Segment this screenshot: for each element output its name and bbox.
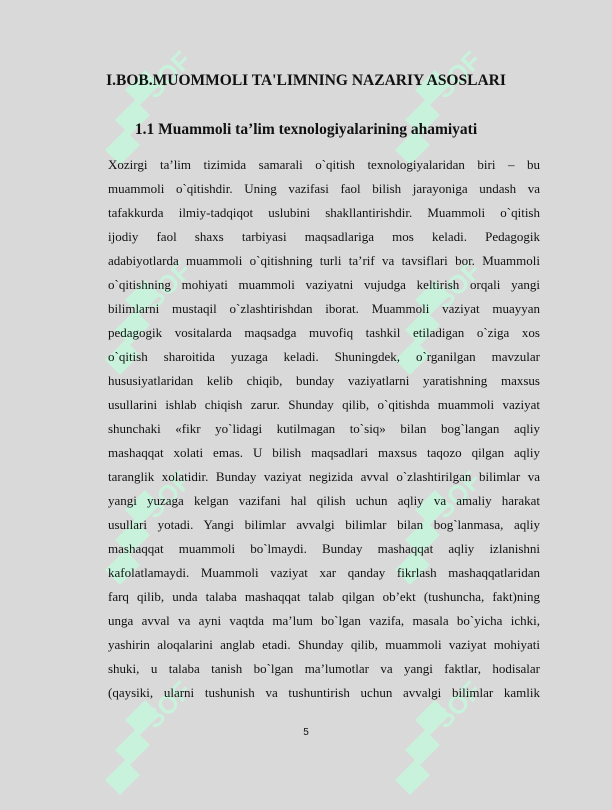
text-line: yangi yuzaga kelgan vazifani hal qilish uchun aqliy va amaliy harakat (108, 493, 540, 508)
text-line: shuki, u talaba tanish bo`lgan ma’lumotlar va yangi faktlar, hodisalar (108, 661, 540, 676)
text-line: tafakkurda ilmiy-tadqiqot uslubini shakllantirishdir. Muammoli o`qitish (108, 205, 540, 220)
text-line: bilimlarni mustaqil o`zlashtirishdan iborat. Muammoli vaziyat muayyan (108, 301, 540, 316)
text-line: muammoli o`qitishdir. Uning vazifasi faol bilish jarayoniga undash va (108, 181, 540, 196)
text-line: taranglik xolatidir. Bunday vaziyat negizida avval o`zlashtirilgan bilimlar va (108, 469, 540, 484)
svg-text:SOF: SOF (428, 465, 488, 525)
page-number: 5 (303, 727, 309, 738)
text-line: kafolatlamaydi. Muammoli vaziyat xar qanday fikrlash mashaqqatlaridan (108, 565, 540, 580)
text-line: mashaqqat muammoli bo`lmaydi. Bunday mashaqqat aqliy izlanishni (108, 541, 540, 556)
svg-text:SOF: SOF (138, 45, 198, 105)
text-line: (qaysiki, ularni tushunish va tushuntirish uchun avvalgi bilimlar kamlik (108, 685, 540, 700)
text-line: ijodiy faol shaxs tarbiyasi maqsadlariga mos keladi. Pedagogik (108, 229, 540, 244)
text-line: o`qitishning mohiyati muammoli vaziyatni vujudga keltirish orqali yangi (108, 277, 540, 292)
text-line: mashaqqat xolati emas. U bilish maqsadlari maxsus taqozo qilgan aqliy (108, 445, 540, 460)
text-line: usullarini ishlab chiqish zarur. Shunday qilib, o`qitishda muammoli vaziyat (108, 397, 540, 412)
svg-text:SOF: SOF (138, 675, 198, 735)
text-line: o`qitish sharoitida yuzaga keladi. Shuningdek, o`rganilgan mavzular (108, 349, 540, 364)
chapter-heading: I.BOB.MUOMMOLI TA'LIMNING NAZARIY ASOSLARI (106, 72, 506, 89)
text-line: farq qilib, unda talaba mashaqqat talab qilgan ob’ekt (tushuncha, fakt)ning (108, 589, 540, 604)
svg-text:SOF: SOF (428, 45, 488, 105)
svg-text:SOF: SOF (138, 465, 198, 525)
text-line: usullari yotadi. Yangi bilimlar avvalgi bilimlar bilan bog`lanmasa, aqliy (108, 517, 540, 532)
body-paragraph (108, 153, 540, 705)
text-line: adabiyotlarda muammoli o`qitishning turli ta’rif va tavsiflari bor. Muammoli (108, 253, 540, 268)
text-line: yashirin aloqalarini anglab etadi. Shunday qilib, muammoli vaziyat mohiyati (108, 637, 540, 652)
text-line: unga avval va ayni vaqtda ma’lum bo`lgan vazifa, masala bo`yicha ichki, (108, 613, 540, 628)
text-line: shunchaki «fikr yo`lidagi kutilmagan to`siq» bilan bog`langan aqliy (108, 421, 540, 436)
text-line: Xozirgi ta’lim tizimida samarali o`qitish texnologiyalaridan biri – bu (108, 157, 540, 172)
svg-text:SOF: SOF (428, 675, 488, 735)
svg-text:SOF: SOF (428, 255, 488, 315)
svg-text:SOF: SOF (138, 255, 198, 315)
section-heading: 1.1 Muammoli ta’lim texnologiyalarining ahamiyati (134, 121, 478, 138)
text-line: pedagogik vositalarda maqsadga muvofiq tashkil etiladigan o`ziga xos (108, 325, 540, 340)
text-line: hususiyatlaridan kelib chiqib, bunday vaziyatlarni yaratishning maxsus (108, 373, 540, 388)
